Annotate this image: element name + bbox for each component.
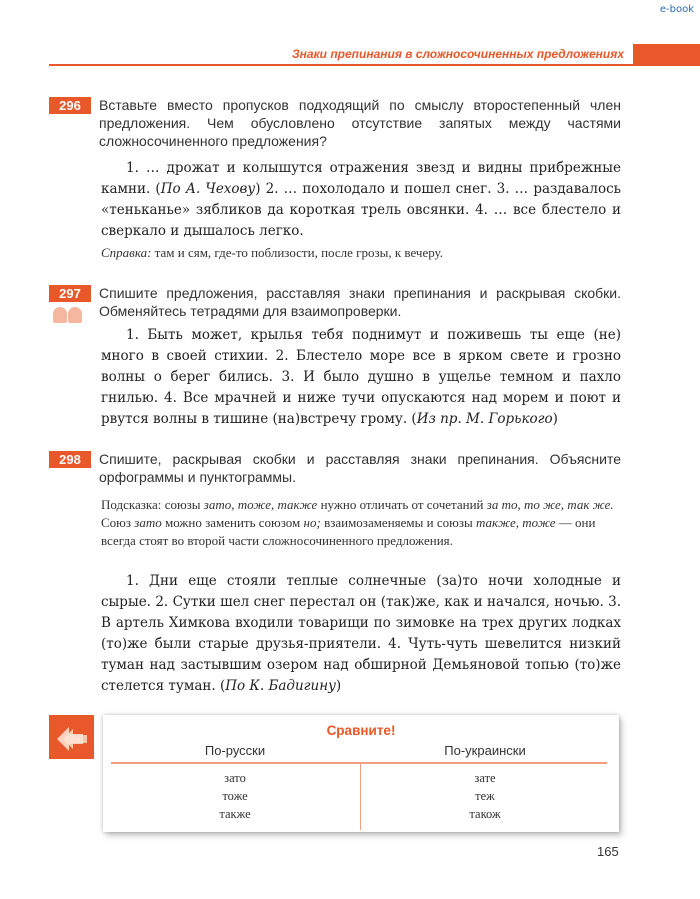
table-cell: зато: [224, 771, 246, 785]
exercise-296-task: Вставьте вместо пропусков подходящий по смыслу второстепенный член предложения. Чем обусловлено отсутствие запятых между частями сложносочиненного предложения?: [99, 97, 621, 149]
table-cell: тоже: [222, 789, 248, 803]
section-title: Знаки препинания в сложносочиненных предложениях: [291, 47, 624, 61]
exercise-297-task: Спишите предложения, расставляя знаки препинания и раскрывая скобки. Обменяйтесь тетрадями для взаимопроверки.: [99, 285, 621, 319]
pair-work-icon: [51, 305, 85, 323]
table-cell: также: [219, 807, 251, 821]
header-divider: [49, 64, 700, 66]
compare-title: Сравните!: [326, 723, 396, 738]
exercise-298-task: Спишите, раскрывая скобки и расставляя знаки препинания. Объясните орфограммы и пунктограммы.: [99, 451, 621, 485]
table-cell: зате: [474, 771, 496, 785]
table-cell: також: [469, 807, 501, 821]
table-header-divider: [111, 762, 607, 764]
page-number: 165: [597, 844, 619, 859]
exercise-number-296: 296: [49, 97, 91, 114]
russian-words-column: [115, 769, 355, 823]
exercise-296-text: 1. … дрожат и колышутся отражения звезд и видны прибрежные камни. (По А. Чехову) 2. … похолодало и пошел снег. 3. … раздавалось «теньканье» зябликов да короткая трель овсянки. 4. … все блестело и сверкало и дышалось легко.: [101, 160, 621, 239]
table-cell: теж: [475, 789, 495, 803]
exercise-298-hint: Подсказка: союзы зато, тоже, также нужно отличать от сочетаний за то, то же, так же. Союз зато можно заменить союзом но; взаимозаменяемы и союзы также, тоже — они всегда стоят во второй части сложносочиненного предложения.: [101, 497, 614, 548]
column-header-russian: По-русски: [204, 743, 266, 758]
column-header-ukrainian: По-украински: [444, 743, 526, 758]
table-column-divider: [360, 764, 361, 830]
exercise-297-text: 1. Быть может, крылья тебя поднимут и поживешь ты еще (не) много в своей стихии. 2. Блестело море все в ярком свете и грозно волны о берег бились. 3. И было душно в ущелье темном и пахло гнилью. 4. Все мрачней и ниже тучи опускаются над морем и поют и рвутся волны в тишине (на)встречу грому. (Из пр. М. Горького): [101, 327, 621, 427]
ukrainian-words-column: [365, 769, 605, 823]
header-accent-bar: [633, 44, 700, 64]
exercise-number-297: 297: [49, 285, 91, 302]
ebook-logo: e-book: [659, 4, 694, 15]
exercise-number-298: 298: [49, 451, 91, 468]
compare-icon: [49, 715, 94, 759]
exercise-298-text: 1. Дни еще стояли теплые солнечные (за)то ночи холодные и сырые. 2. Сутки шел снег перестал он (так)же, как и начался, ночью. 3. В артель Химкова входили товарищи по зимовке на трех других лодках (то)же были старые друзья-приятели. 4. Чуть-чуть шевелится низкий туман над застывшим озером над обширной Демьяновой топью (то)же стелется туман. (По К. Бадигину): [101, 573, 621, 694]
exercise-296-reference: Справка: там и сям, где-то поблизости, после грозы, к вечеру.: [101, 245, 443, 260]
compare-table: [103, 715, 619, 832]
